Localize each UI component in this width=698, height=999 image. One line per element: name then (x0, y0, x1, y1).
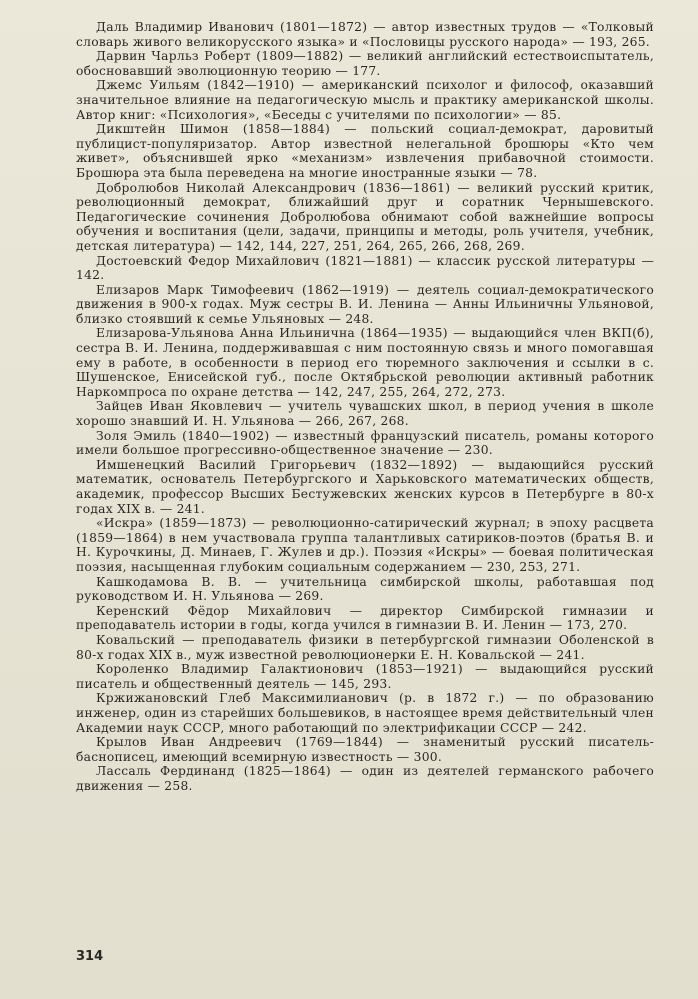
page-number: 314 (76, 949, 104, 964)
index-entry: Даль Владимир Иванович (1801—1872) — автор известных трудов — «Толковый словарь живого великорусского языка» и «Пословицы русского народа» — 193, 265. (76, 20, 654, 49)
index-entry: Короленко Владимир Галактионович (1853—1921) — выдающийся русский писатель и общественный деятель — 145, 293. (76, 662, 654, 691)
index-entry: Елизаров Марк Тимофеевич (1862—1919) — деятель социал-демократического движения в 900-х годах. Муж сестры В. И. Ленина — Анны Ильиничны Ульяновой, близко стоявший к семье Ульяновых — 248. (76, 282, 654, 326)
index-entry: Дикштейн Шимон (1858—1884) — польский социал-демократ, даровитый публицист-популяризатор. Автор известной нелегальной брошюры «Кто чем живет», объяснившей ярко «механизм» извлечения прибавочной стоимости. Брошюра эта была переведена на многие иностранные языки — 78. (76, 122, 654, 180)
index-entry: Зайцев Иван Яковлевич — учитель чувашских школ, в период учения в школе хорошо знавший И. Н. Ульянова — 266, 267, 268. (76, 399, 654, 429)
index-entry: Золя Эмиль (1840—1902) — известный французский писатель, романы которого имели большое прогрессивно-общественное значение — 230. (76, 428, 654, 458)
index-entry: Крылов Иван Андреевич (1769—1844) — знаменитый русский писатель-баснописец, имеющий всемирную известность — 300. (76, 735, 654, 764)
index-entry: Имшенецкий Василий Григорьевич (1832—1892) — выдающийся русский математик, основатель Петербургского и Харьковского математических обществ, академик, профессор Высших Бестужевских женских курсов в Петербурге в 80-х годах XIX в. — 241. (76, 457, 654, 516)
index-entry: Кржижановский Глеб Максимилианович (р. в 1872 г.) — по образованию инженер, один из старейших большевиков, в настоящее время действительный член Академии наук СССР, много работающий по электрификации СССР — 242. (76, 691, 654, 735)
index-entry: Керенский Фёдор Михайлович — директор Симбирской гимназии и преподаватель истории в годы, когда учился в гимназии В. И. Ленин — 173, 270. (76, 603, 654, 633)
index-entry: Достоевский Федор Михайлович (1821—1881) — классик русской литературы — 142. (76, 253, 654, 283)
index-entry: Лассаль Фердинанд (1825—1864) — один из деятелей германского рабочего движения — 258. (76, 764, 654, 793)
index-entry: Кашкодамова В. В. — учительница симбирской школы, работавшая под руководством И. Н. Ульянова — 269. (76, 574, 654, 604)
index-entry: Джемс Уильям (1842—1910) — американский психолог и философ, оказавший значительное влияние на педагогическую мысль и практику американской школы. Автор книг: «Психология», «Беседы с учителями по психологии» — 85. (76, 78, 654, 122)
index-text (76, 20, 654, 793)
index-entry: Ковальский — преподаватель физики в петербургской гимназии Оболенской в 80-х годах XIX в., муж известной революционерки Е. Н. Ковальской — 241. (76, 632, 654, 662)
index-entry: «Искра» (1859—1873) — революционно-сатирический журнал; в эпоху расцвета (1859—1864) в нем участвовала группа талантливых сатириков-поэтов (братья В. и Н. Курочкины, Д. Минаев, Г. Жулев и др.). Поэзия «Искры» — боевая политическая поэзия, насыщенная глубоким социальным содержанием — 230, 253, 271. (76, 516, 654, 574)
index-entry: Елизарова-Ульянова Анна Ильинична (1864—1935) — выдающийся член ВКП(б), сестра В. И. Ленина, поддерживавшая с ним постоянную связь и много помогавшая ему в работе, в особенности в период его тюремного заключения и ссылки в с. Шушенское, Енисейской губ., после Октябрьской революции активный работник Наркомпроса по охране детства — 142, 247, 255, 264, 272, 273. (76, 326, 654, 399)
index-entry: Дарвин Чарльз Роберт (1809—1882) — великий английский естествоиспытатель, обосновавший эволюционную теорию — 177. (76, 49, 654, 78)
index-entry: Добролюбов Николай Александрович (1836—1861) — великий русский критик, революционный демократ, ближайший друг и соратник Чернышевского. Педагогические сочинения Добролюбова обнимают собой важнейшие вопросы обучения и воспитания (цели, задачи, принципы и методы, роль учителя, учебник, детская литература) — 142, 144, 227, 251, 264, 265, 266, 268, 269. (76, 180, 654, 253)
